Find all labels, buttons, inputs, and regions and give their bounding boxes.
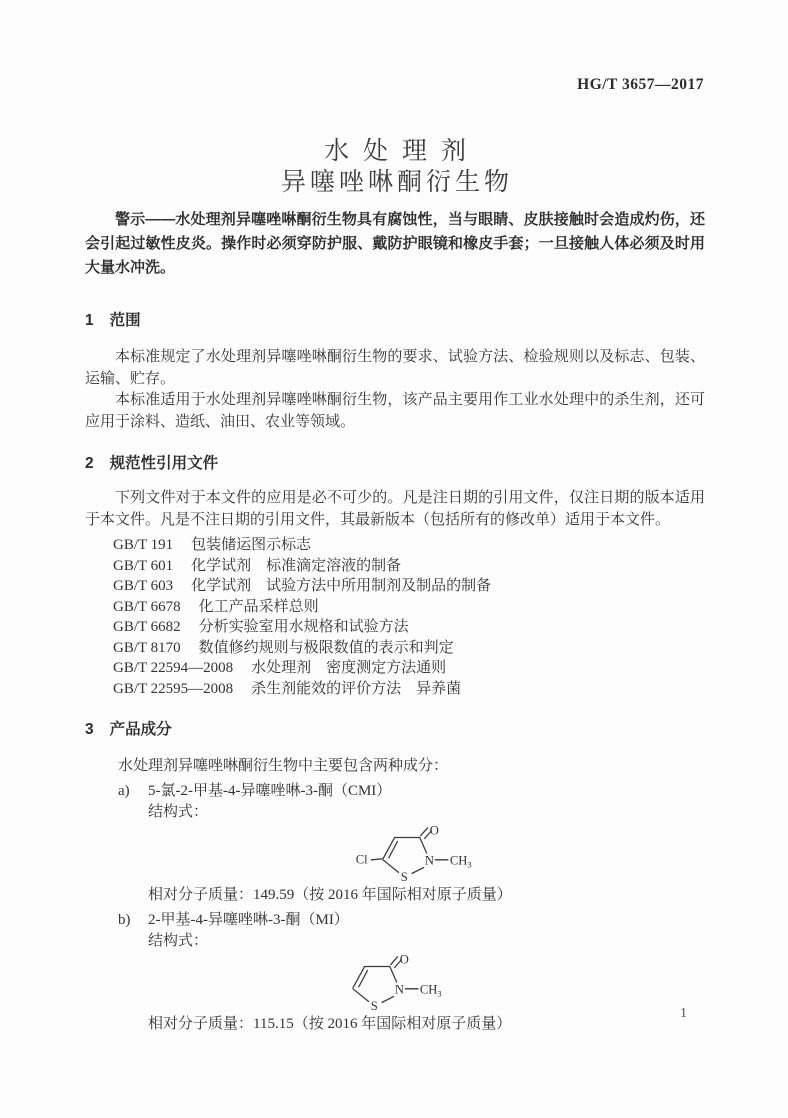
reference-code: GB/T 22594—2008 <box>113 660 234 676</box>
reference-item <box>113 597 705 618</box>
reference-item <box>113 617 705 638</box>
reference-code: GB/T 6678 <box>113 598 181 615</box>
atom-label-o: O <box>399 952 409 967</box>
document-number: HG/T 3657—2017 <box>577 76 704 93</box>
reference-code: GB/T 6682 <box>113 619 181 635</box>
reference-title: 包装储运图示标志 <box>191 537 312 553</box>
section-1-number: 1 <box>85 312 94 329</box>
section-3-number: 3 <box>85 721 94 738</box>
reference-item <box>113 556 705 577</box>
warning-paragraph: 警示——水处理剂异噻唑啉酮衍生物具有腐蚀性，当与眼睛、皮肤接触时会造成灼伤，还会引起过敏性皮炎。操作时必须穿防护服、戴防护眼镜和橡皮手套；一旦接触人体必须及时用大量水冲洗。 <box>85 211 705 276</box>
reference-title: 化工产品采样总则 <box>198 598 319 615</box>
reference-code: GB/T 601 <box>113 557 174 574</box>
atom-label-n: N <box>424 853 435 868</box>
section-1-paragraph-1: 本标准规定了水处理剂异噻唑啉酮衍生物的要求、试验方法、检验规则以及标志、包装、运输、贮存。 <box>85 349 705 387</box>
component-a-name: 5-氯-2-甲基-4-异噻唑啉-3-酮（CMI） <box>148 783 392 799</box>
reference-item <box>113 576 705 597</box>
document-title <box>85 0 705 198</box>
section-2-number: 2 <box>85 455 94 472</box>
methyl-group-label: $CH_3$ <box>419 982 442 999</box>
reference-title: 化学试剂 标准滴定溶液的制备 <box>191 557 402 574</box>
component-b-structure-caption: 结构式： <box>148 933 209 949</box>
component-b-molecular-mass: 相对分子质量：115.15（按 2016 年国际相对原子质量） <box>148 1016 512 1032</box>
atom-label-o: O <box>429 823 439 838</box>
title-line-2: 异噻唑啉酮衍生物 <box>280 168 513 196</box>
section-1-heading <box>85 310 705 331</box>
component-a-molecular-mass: 相对分子质量：149.59（按 2016 年国际相对原子质量） <box>148 887 512 903</box>
reference-item <box>113 638 705 659</box>
methyl-group-label: $CH_3$ <box>449 853 472 870</box>
component-item-a <box>118 781 705 802</box>
atom-label-cl: Cl <box>355 852 368 867</box>
page-number: 1 <box>680 1006 687 1021</box>
reference-item <box>113 535 705 556</box>
component-a-structure-caption: 结构式： <box>148 804 209 820</box>
mi-structure-diagram <box>308 952 705 1014</box>
reference-code: GB/T 22595—2008 <box>113 680 234 697</box>
section-2-heading <box>85 453 705 474</box>
section-1-title: 范围 <box>109 312 141 329</box>
section-1-paragraph-2: 本标准适用于水处理剂异噻唑啉酮衍生物，该产品主要用作工业水处理中的杀生剂，还可应用于涂料、造纸、油田、农业等领域。 <box>85 392 705 430</box>
normative-references-list <box>113 535 705 699</box>
component-b-name: 2-甲基-4-异噻唑啉-3-酮（MI） <box>148 912 349 928</box>
reference-title: 水处理剂 密度测定方法通则 <box>251 660 447 676</box>
section-3-heading <box>85 719 705 740</box>
component-b-label: b) <box>118 912 131 928</box>
reference-title: 杀生剂能效的评价方法 异养菌 <box>251 680 462 697</box>
atom-label-s: S <box>370 999 378 1014</box>
section-3-intro: 水处理剂异噻唑啉酮衍生物中主要包含两种成分： <box>118 758 449 774</box>
atom-label-s: S <box>400 870 408 885</box>
reference-title: 分析实验室用水规格和试验方法 <box>198 619 409 635</box>
atom-label-n: N <box>394 982 405 997</box>
section-2-title: 规范性引用文件 <box>109 455 219 472</box>
section-3-title: 产品成分 <box>109 721 172 738</box>
cmi-structure-diagram <box>338 823 705 885</box>
section-2-intro: 下列文件对于本文件的应用是必不可少的。凡是注日期的引用文件，仅注日期的版本适用于本文件。凡是不注日期的引用文件，其最新版本（包括所有的修改单）适用于本文件。 <box>85 490 705 528</box>
reference-item <box>113 658 705 679</box>
reference-code: GB/T 8170 <box>113 639 181 656</box>
reference-code: GB/T 191 <box>113 537 174 553</box>
title-line-1: 水处理剂 <box>323 137 480 165</box>
reference-code: GB/T 603 <box>113 578 174 594</box>
component-a-label: a) <box>118 783 130 799</box>
reference-item <box>113 679 705 700</box>
reference-title: 数值修约规则与极限数值的表示和判定 <box>198 639 454 656</box>
reference-title: 化学试剂 试验方法中所用制剂及制品的制备 <box>191 578 492 594</box>
component-item-b <box>118 910 705 931</box>
